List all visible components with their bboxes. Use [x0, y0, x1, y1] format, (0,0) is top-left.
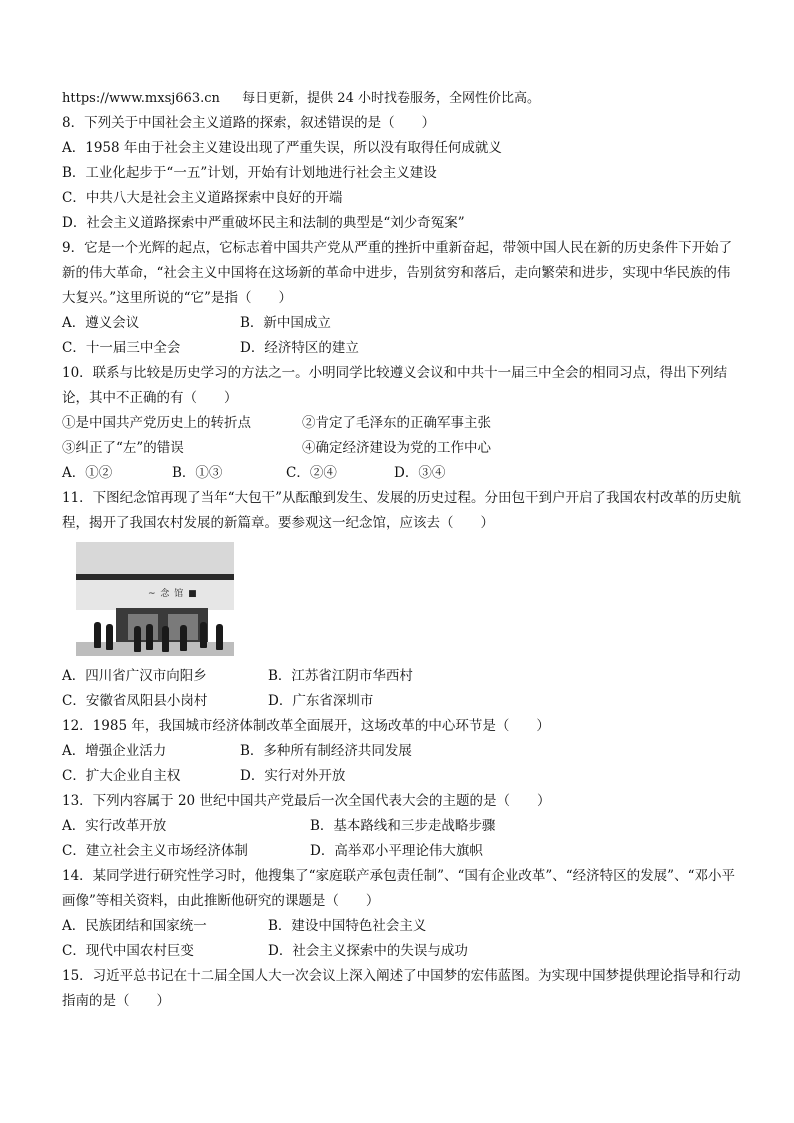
options-row: [62, 914, 742, 939]
option-c: C．安徽省凤阳县小岗村: [62, 693, 208, 709]
option-c: C．建立社会主义市场经济体制: [62, 843, 248, 859]
question-stem: 9．它是一个光辉的起点，它标志着中国共产党从严重的挫折中重新奋起，带领中国人民在新的历史条件下开始了新的伟大革命，“社会主义中国将在这场新的革命中进步，告别贫穷和落后，走向繁荣和进步，实现中华民族的伟大复兴。”这里所说的“它”是指（ ）: [62, 240, 733, 306]
question-13: [62, 789, 742, 864]
option-c: C．现代中国农村巨变: [62, 943, 194, 959]
option-c: C．中共八大是社会主义道路探索中良好的开端: [62, 190, 343, 206]
statements-row: [62, 411, 742, 436]
exam-page: [62, 86, 742, 1014]
question-stem: 12．1985 年，我国城市经济体制改革全面展开，这场改革的中心环节是（ ）: [62, 718, 550, 734]
option-d: D．实行对外开放: [240, 768, 346, 784]
statement-2: ②肯定了毛泽东的正确军事主张: [302, 415, 491, 431]
options-row: [62, 461, 742, 486]
options-row: [62, 739, 742, 764]
header-slogan: 每日更新，提供 24 小时找卷服务，全网性价比高。: [242, 91, 540, 106]
option-d: D．社会主义道路探索中严重破坏民主和法制的典型是“刘少奇冤案”: [62, 215, 465, 231]
options-row: [62, 311, 742, 336]
option-b: B．江苏省江阴市华西村: [268, 668, 413, 684]
question-9: [62, 236, 742, 361]
question-stem: 10．联系与比较是历史学习的方法之一。小明同学比较遵义会议和中共十一届三中全会的相同习点，得出下列结论，其中不正确的有（ ）: [62, 365, 728, 406]
option-d: D．经济特区的建立: [240, 340, 359, 356]
options-row: [62, 939, 742, 964]
question-stem: 15．习近平总书记在十二届全国人大一次会议上深入阐述了中国梦的宏伟蓝图。为实现中国梦提供理论指导和行动指南的是（ ）: [62, 968, 741, 1009]
option-c: C．十一届三中全会: [62, 340, 181, 356]
question-stem: 14．某同学进行研究性学习时，他搜集了“家庭联产承包责任制”、“国有企业改革”、“经济特区的发展”、“邓小平画像”等相关资料，由此推断他研究的课题是（ ）: [62, 868, 735, 909]
question-stem: 11．下图纪念馆再现了当年“大包干”从酝酿到发生、发展的历史过程。分田包干到户开启了我国农村改革的历史航程，揭开了我国农村发展的新篇章。要参观这一纪念馆，应该去（ ）: [62, 490, 741, 531]
option-b: B．①③: [172, 465, 223, 481]
question-10: [62, 361, 742, 486]
option-a: A．实行改革开放: [62, 818, 167, 834]
memorial-hall-photo: ~ 念 馆 ■: [76, 542, 234, 656]
option-b: B．新中国成立: [240, 315, 331, 331]
option-d: D．社会主义探索中的失误与成功: [268, 943, 468, 959]
option-b: B．建设中国特色社会主义: [268, 918, 427, 934]
statements-row: [62, 436, 742, 461]
options-row: [62, 664, 742, 689]
options-row: [62, 814, 742, 839]
option-d: D．高举邓小平理论伟大旗帜: [310, 843, 483, 859]
question-stem: 13．下列内容属于 20 世纪中国共产党最后一次全国代表大会的主题的是（ ）: [62, 793, 551, 809]
source-url: https://www.mxsj663.cn: [62, 91, 220, 106]
option-b: B．多种所有制经济共同发展: [240, 743, 412, 759]
option-c: C．扩大企业自主权: [62, 768, 181, 784]
statement-1: ①是中国共产党历史上的转折点: [62, 415, 251, 431]
options-row: [62, 689, 742, 714]
option-a: A．民族团结和国家统一: [62, 918, 207, 934]
question-12: [62, 714, 742, 789]
question-14: [62, 864, 742, 964]
question-15: [62, 964, 742, 1014]
option-b: B．工业化起步于“一五”计划，开始有计划地进行社会主义建设: [62, 165, 437, 181]
option-c: C．②④: [286, 465, 337, 481]
options-row: [62, 764, 742, 789]
option-d: D．广东省深圳市: [268, 693, 374, 709]
option-a: A．①②: [62, 465, 113, 481]
option-a: A．遵义会议: [62, 315, 140, 331]
option-a: A．1958 年由于社会主义建设出现了严重失误，所以没有取得任何成就义: [62, 140, 502, 156]
option-a: A．四川省广汉市向阳乡: [62, 668, 207, 684]
question-stem: 8．下列关于中国社会主义道路的探索，叙述错误的是（ ）: [62, 115, 436, 131]
options-row: [62, 839, 742, 864]
statement-3: ③纠正了“左”的错误: [62, 440, 184, 456]
statement-4: ④确定经济建设为党的工作中心: [302, 440, 491, 456]
option-b: B．基本路线和三步走战略步骤: [310, 818, 496, 834]
question-8: [62, 111, 742, 236]
option-a: A．增强企业活力: [62, 743, 167, 759]
options-row: [62, 336, 742, 361]
question-11: [62, 486, 742, 714]
page-header: [62, 86, 742, 111]
option-d: D．③④: [394, 465, 446, 481]
